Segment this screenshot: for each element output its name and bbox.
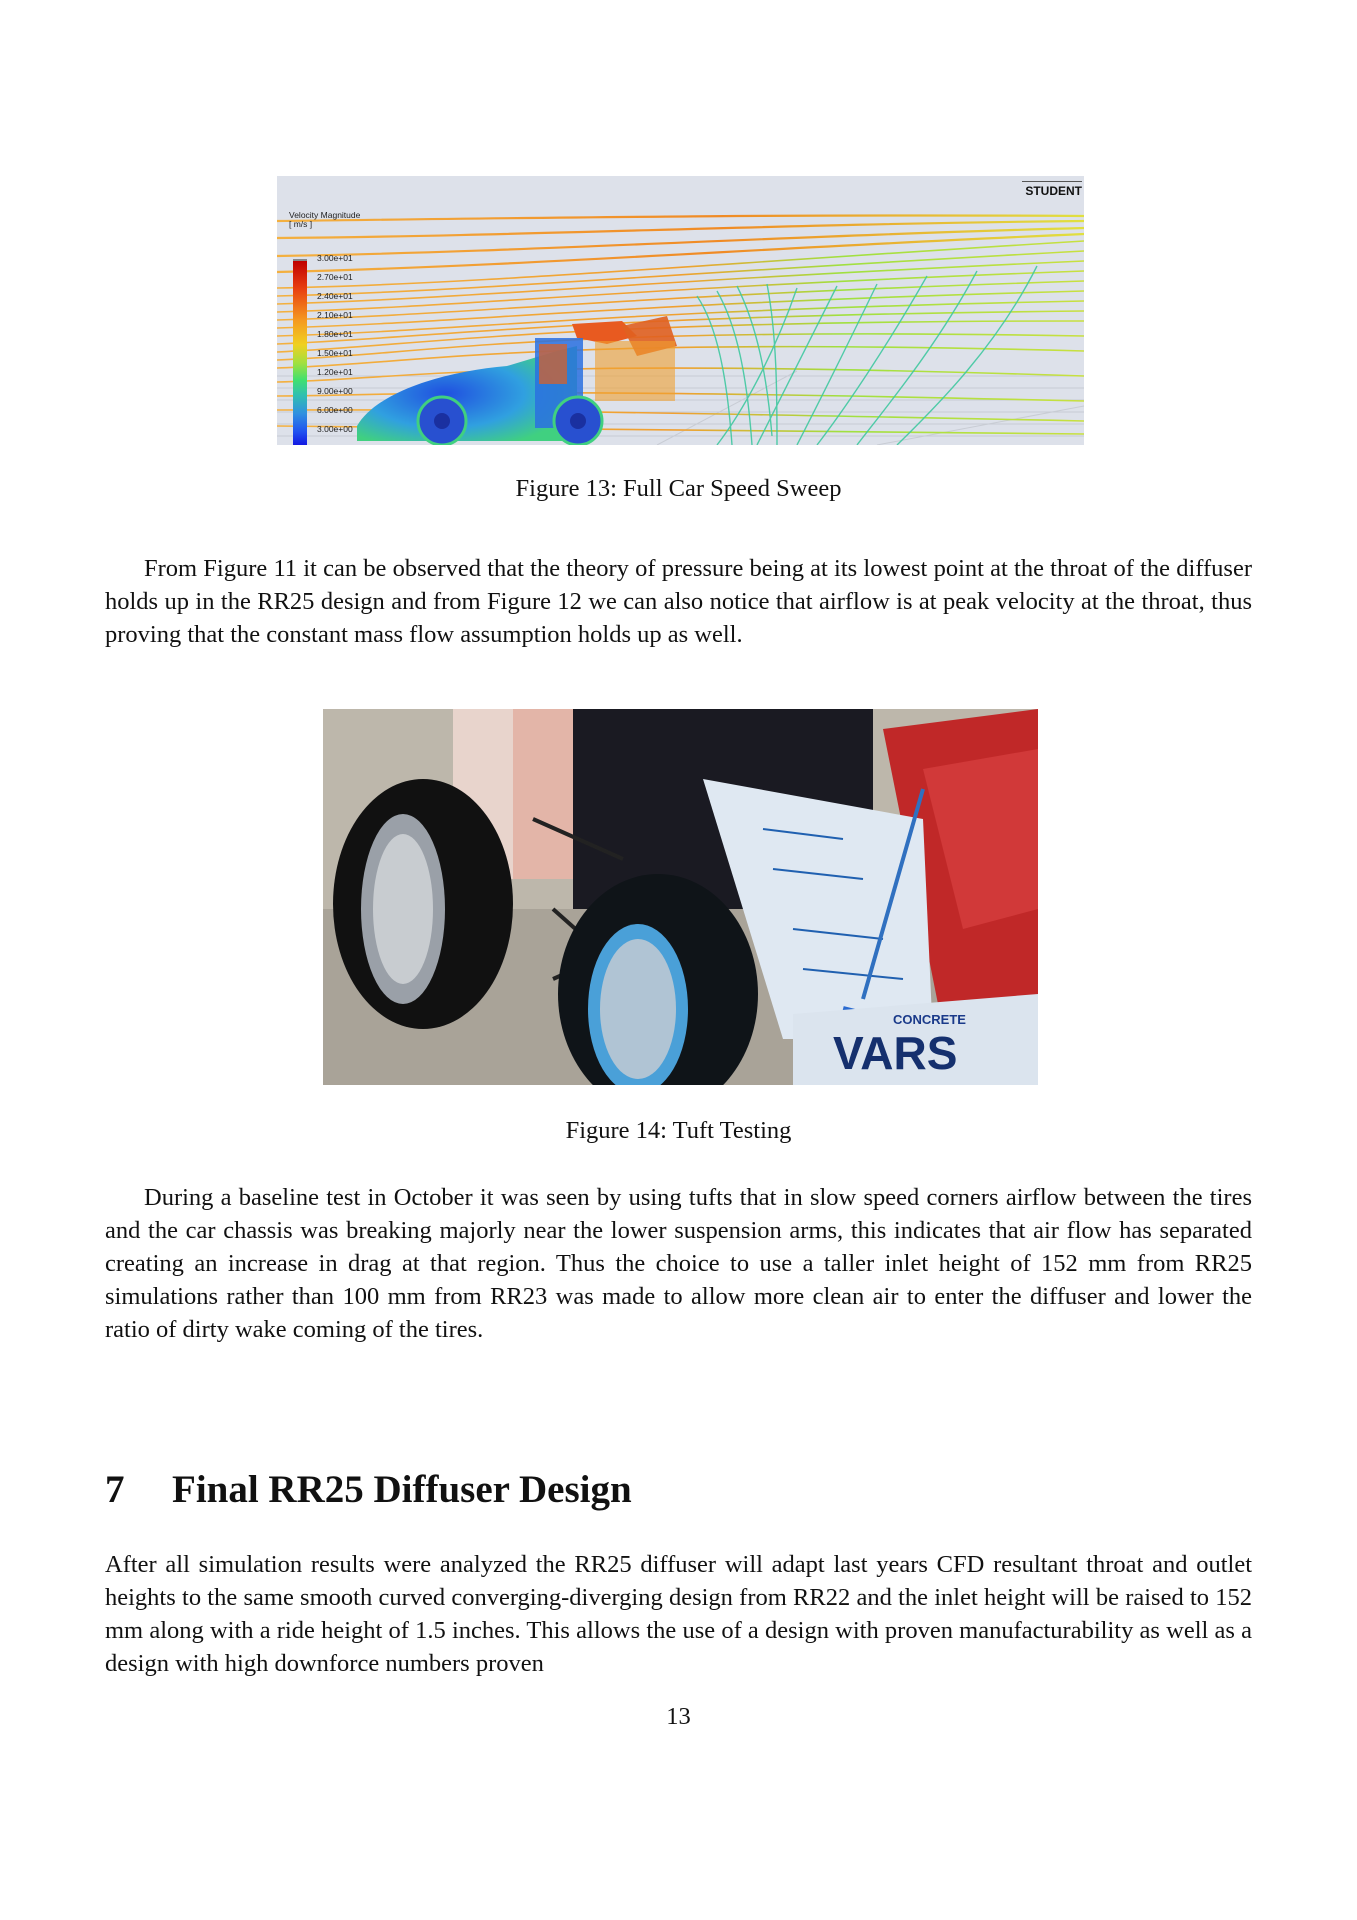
sign-text-concrete: CONCRETE: [893, 1012, 966, 1027]
legend-title-line2: [ m/s ]: [289, 219, 313, 229]
figure-14-photo: [323, 709, 1038, 1085]
streamlines-graphic: [277, 176, 1084, 445]
paragraph-3: After all simulation results were analyzed the RR25 diffuser will adapt last years CFD resultant throat and outlet heights to the same smooth curved converging-diverging design from RR22 and the inlet height will be raised to 152 mm along with a ride height of 1.5 inches. This allows the use of a design with proven manufacturability as well as a design with high downforce numbers proven: [105, 1551, 1252, 1677]
figure-14-caption: Figure 14: Tuft Testing: [565, 1117, 792, 1144]
colorbar-label: 9.00e+00: [317, 386, 353, 396]
sign-text-vars: VARS: [833, 1027, 958, 1079]
colorbar-label: 2.40e+01: [317, 291, 353, 301]
colorbar-label: 1.80e+01: [317, 329, 353, 339]
tuft-testing-photo-graphic: [323, 709, 1038, 1085]
paragraph-1: From Figure 11 it can be observed that the theory of pressure being at its lowest point at the throat of the diffuser holds up in the RR25 design and from Figure 12 we can also notice that airflow is at peak velocity at the throat, thus proving that the constant mass flow assumption holds up as well.: [105, 555, 1252, 648]
colorbar-label: 2.10e+01: [317, 310, 353, 320]
colorbar-label: 3.00e+01: [317, 253, 353, 263]
student-watermark: STUDENT: [1022, 181, 1082, 198]
colorbar-label: 2.70e+01: [317, 272, 353, 282]
figure-13-caption: Figure 13: Full Car Speed Sweep: [515, 475, 842, 502]
legend-title-line1: Velocity Magnitude: [289, 210, 361, 220]
colorbar-label: 1.50e+01: [317, 348, 353, 358]
section-title: Final RR25 Diffuser Design: [172, 1468, 632, 1511]
colorbar-label: 6.00e+00: [317, 405, 353, 415]
page-number: 13: [666, 1703, 691, 1730]
section-number: 7: [105, 1468, 125, 1511]
section-heading: [105, 1466, 632, 1514]
velocity-colorbar: [293, 259, 307, 445]
figure-13-cfd-image: [277, 176, 1084, 445]
colorbar-label: 3.00e+00: [317, 424, 353, 434]
colorbar-label: 1.20e+01: [317, 367, 353, 377]
paragraph-2: During a baseline test in October it was seen by using tufts that in slow speed corners airflow between the tires and the car chassis was breaking majorly near the lower suspension arms, this indicates that air flow has separated creating an increase in drag at that region. Thus the choice to use a taller inlet height of 152 mm from RR25 simulations rather than 100 mm from RR23 was made to allow more clean air to enter the diffuser and lower the ratio of dirty wake coming of the tires.: [105, 1184, 1252, 1343]
legend-title: [289, 211, 360, 229]
